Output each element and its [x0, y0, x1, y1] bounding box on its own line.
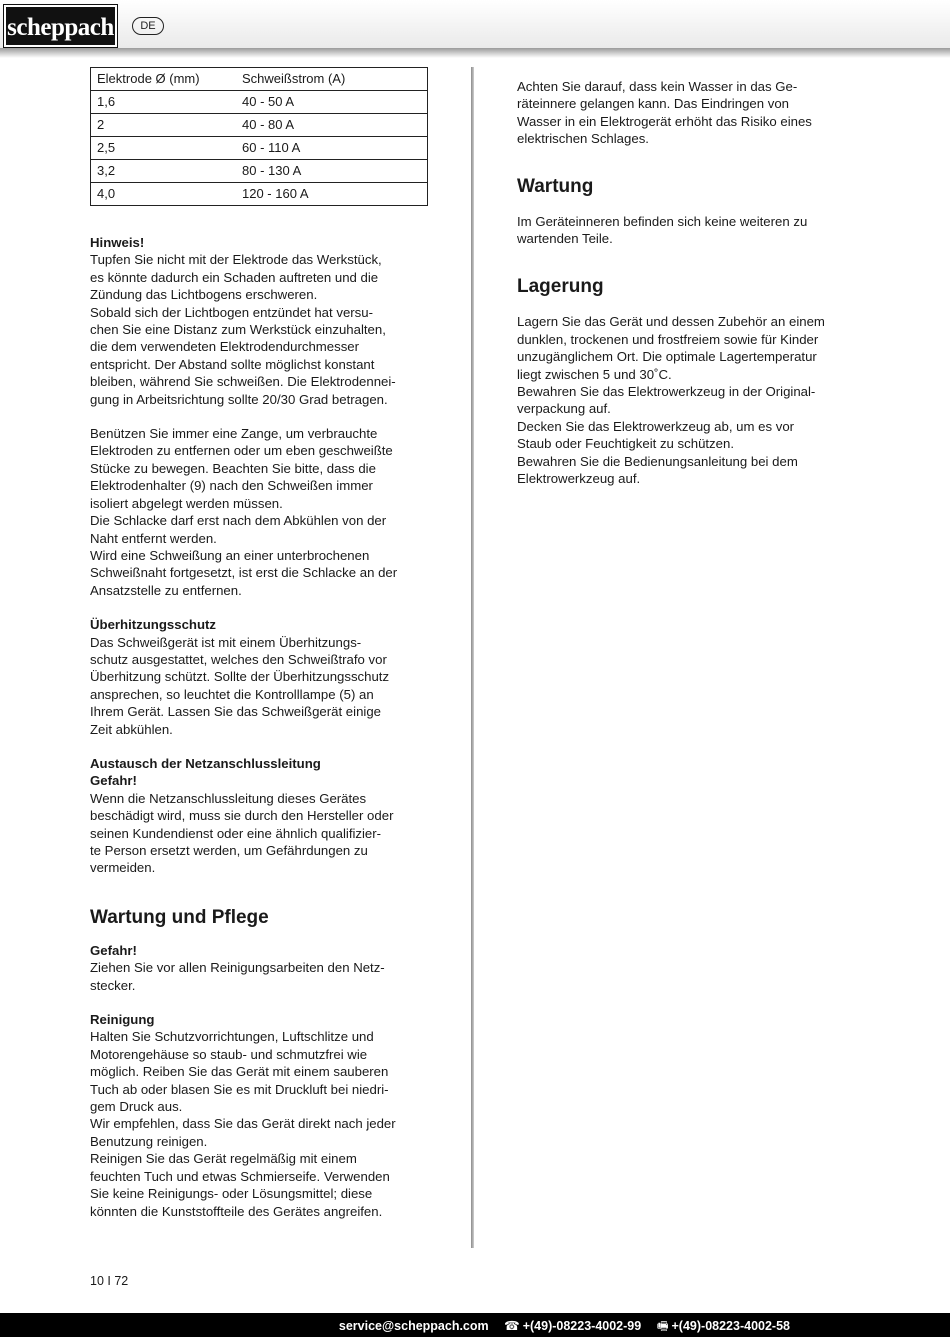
footer-email[interactable]: service@scheppach.com	[338, 1319, 489, 1333]
text-line: ansprechen, so leuchtet die Kontrolllampe (5) an	[90, 686, 374, 702]
text-line: schutz ausgestattet, welches den Schweißtrafo vor	[90, 651, 387, 667]
table-row	[91, 114, 428, 137]
text-line: stecker.	[90, 977, 136, 993]
text-line: Wir empfehlen, dass Sie das Gerät direkt nach jeder	[90, 1116, 396, 1132]
text-line: unzugänglichem Ort. Die optimale Lagertemperatur	[517, 349, 817, 365]
table-cell: 4,0	[91, 183, 237, 206]
section-netzanschluss	[90, 755, 430, 877]
text-line: möglich. Reiben Sie das Gerät mit einem sauberen	[90, 1064, 389, 1080]
table-header-cell: Schweißstrom (A)	[236, 68, 428, 91]
hinweis-title: Hinweis!	[90, 235, 145, 250]
text-line: entspricht. Der Abstand sollte möglichst konstant	[90, 356, 375, 372]
fax-icon: 🖷	[656, 1319, 669, 1333]
text-line: könnten die Kunststoffteile des Gerätes angreifen.	[90, 1203, 383, 1219]
text-line: Achten Sie darauf, dass kein Wasser in das Ge-	[517, 79, 798, 94]
section-wartung	[517, 213, 862, 248]
text-line: Im Geräteinneren befinden sich keine weiteren zu	[517, 213, 808, 229]
text-line: Naht entfernt werden.	[90, 530, 217, 546]
heading-wartung-und-pflege: Wartung und Pflege	[90, 906, 269, 928]
text-line: Sie keine Reinigungs- oder Lösungsmittel; diese	[90, 1186, 373, 1202]
phone-icon: ☎	[504, 1319, 520, 1333]
text-line: gung in Arbeitsrichtung sollte 20/30 Grad betragen.	[90, 391, 388, 407]
text-line: Stücke zu bewegen. Beachten Sie bitte, dass die	[90, 460, 376, 476]
text-line: bleiben, während Sie schweißen. Die Elektrodennei-	[90, 374, 396, 390]
text-line: dunklen, trockenen und frostfreiem sowie für Kinder	[517, 331, 819, 347]
text-line: Überhitzung schützt. Sollte der Überhitzungsschutz	[90, 669, 390, 685]
danger-label: Gefahr!	[90, 773, 137, 789]
text-line: verpackung auf.	[517, 401, 611, 417]
table-cell: 2,5	[91, 137, 237, 160]
netzanschluss-title: Austausch der Netzanschlussleitung	[90, 755, 321, 771]
section-lagerung	[517, 313, 862, 487]
table-header-row	[91, 68, 428, 91]
text-line: Die Schlacke darf erst nach dem Abkühlen von der	[90, 513, 387, 529]
text-line: Schweißnaht fortgesetzt, ist erst die Schlacke an der	[90, 565, 398, 581]
electrode-current-table	[90, 67, 428, 206]
text-line: Halten Sie Schutzvorrichtungen, Luftschlitze und	[90, 1029, 374, 1045]
text-line: Lagern Sie das Gerät und dessen Zubehör an einem	[517, 314, 825, 330]
table-cell: 120 - 160 A	[236, 183, 428, 206]
section-reinigung	[90, 1011, 430, 1220]
table-row	[91, 160, 428, 183]
ueberhitzungsschutz-title: Überhitzungsschutz	[90, 617, 217, 633]
table-cell: 40 - 50 A	[236, 91, 428, 114]
danger-label: Gefahr!	[90, 942, 137, 958]
page-footer	[0, 1313, 950, 1337]
page-number: 10 I 72	[90, 1274, 129, 1288]
text-line: es könnte dadurch ein Schaden auftreten und die	[90, 269, 379, 285]
text-line: Staub oder Feuchtigkeit zu schützen.	[517, 436, 734, 452]
left-column	[90, 67, 430, 1220]
text-line: feuchten Tuch und etwas Schmierseife. Verwenden	[90, 1168, 390, 1184]
header-shadow	[0, 48, 950, 58]
page-header	[0, 0, 950, 50]
text-line: Elektrodenhalter (9) nach den Schweißen immer	[90, 478, 373, 494]
table-cell: 3,2	[91, 160, 237, 183]
table-cell: 60 - 110 A	[236, 137, 428, 160]
text-line: Tuch ab oder blasen Sie es mit Druckluft bei niedri-	[90, 1081, 389, 1097]
text-line: Wasser in ein Elektrogerät erhöht das Risiko eines	[517, 113, 812, 129]
table-cell: 40 - 80 A	[236, 114, 428, 137]
table-cell: 1,6	[91, 91, 237, 114]
footer-phone[interactable]: +(49)-08223-4002-99	[522, 1319, 642, 1333]
text-line: wartenden Teile.	[517, 231, 613, 247]
right-column	[517, 78, 862, 488]
text-line: beschädigt wird, muss sie durch den Hersteller oder	[90, 808, 394, 824]
text-line: seinen Kundendienst oder eine ähnlich qualifizier-	[90, 825, 382, 841]
text-line: Bewahren Sie die Bedienungsanleitung bei dem	[517, 453, 798, 469]
section-hinweis	[90, 234, 430, 408]
table-cell: 80 - 130 A	[236, 160, 428, 183]
text-line: Elektrowerkzeug auf.	[517, 471, 641, 487]
reinigung-title: Reinigung	[90, 1012, 155, 1028]
text-line: Wenn die Netzanschlussleitung dieses Gerätes	[90, 790, 367, 806]
text-line: Ansatzstelle zu entfernen.	[90, 582, 242, 598]
text-line: te Person ersetzt werden, um Gefährdungen zu	[90, 843, 368, 858]
text-line: liegt zwischen 5 und 30˚C.	[517, 366, 672, 382]
section-ueberhitzungsschutz	[90, 616, 430, 738]
text-line: Benutzung reinigen.	[90, 1133, 208, 1149]
heading-lagerung: Lagerung	[517, 276, 604, 298]
text-line: Benützen Sie immer eine Zange, um verbrauchte	[90, 426, 378, 442]
text-line: Das Schweißgerät ist mit einem Überhitzungs-	[90, 634, 362, 650]
text-line: Decken Sie das Elektrowerkzeug ab, um es vor	[517, 418, 795, 434]
text-line: chen Sie eine Distanz zum Werkstück einzuhalten,	[90, 322, 386, 338]
table-row	[91, 183, 428, 206]
text-line: Reinigen Sie das Gerät regelmäßig mit einem	[90, 1151, 357, 1167]
text-line: Sobald sich der Lichtbogen entzündet hat versu-	[90, 304, 373, 320]
section-zange	[90, 425, 430, 599]
table-row	[91, 91, 428, 114]
text-line: Wird eine Schweißung an einer unterbrochenen	[90, 547, 370, 563]
text-line: Ziehen Sie vor allen Reinigungsarbeiten den Netz-	[90, 960, 385, 976]
text-line: Zeit abkühlen.	[90, 721, 173, 737]
column-divider	[471, 67, 474, 1248]
table-row	[91, 137, 428, 160]
text-line: Bewahren Sie das Elektrowerkzeug in der Original-	[517, 384, 816, 400]
text-line: Tupfen Sie nicht mit der Elektrode das Werkstück,	[90, 252, 382, 268]
brand-logo: scheppach	[4, 5, 117, 47]
section-pflege-gefahr	[90, 942, 430, 994]
language-badge: DE	[132, 17, 164, 35]
text-line: die dem verwendeten Elektrodendurchmesser	[90, 339, 360, 355]
footer-fax: +(49)-08223-4002-58	[671, 1319, 790, 1333]
table-cell: 2	[91, 114, 237, 137]
text-line: isoliert abgelegt werden müssen.	[90, 495, 283, 511]
text-line: Elektroden zu entfernen oder um eben geschweißte	[90, 443, 393, 459]
text-line: gem Druck aus.	[90, 1099, 183, 1115]
text-line: Motorengehäuse so staub- und schmutzfrei wie	[90, 1046, 368, 1062]
text-line: räteinnere gelangen kann. Das Eindringen von	[517, 96, 789, 112]
section-wasser	[517, 78, 862, 148]
text-line: vermeiden.	[90, 860, 156, 876]
table-header-cell: Elektrode Ø (mm)	[91, 68, 237, 91]
text-line: Zündung das Lichtbogens erschweren.	[90, 287, 318, 303]
text-line: Ihrem Gerät. Lassen Sie das Schweißgerät einige	[90, 704, 382, 720]
text-line: elektrischen Schlages.	[517, 131, 649, 147]
heading-wartung: Wartung	[517, 175, 594, 197]
